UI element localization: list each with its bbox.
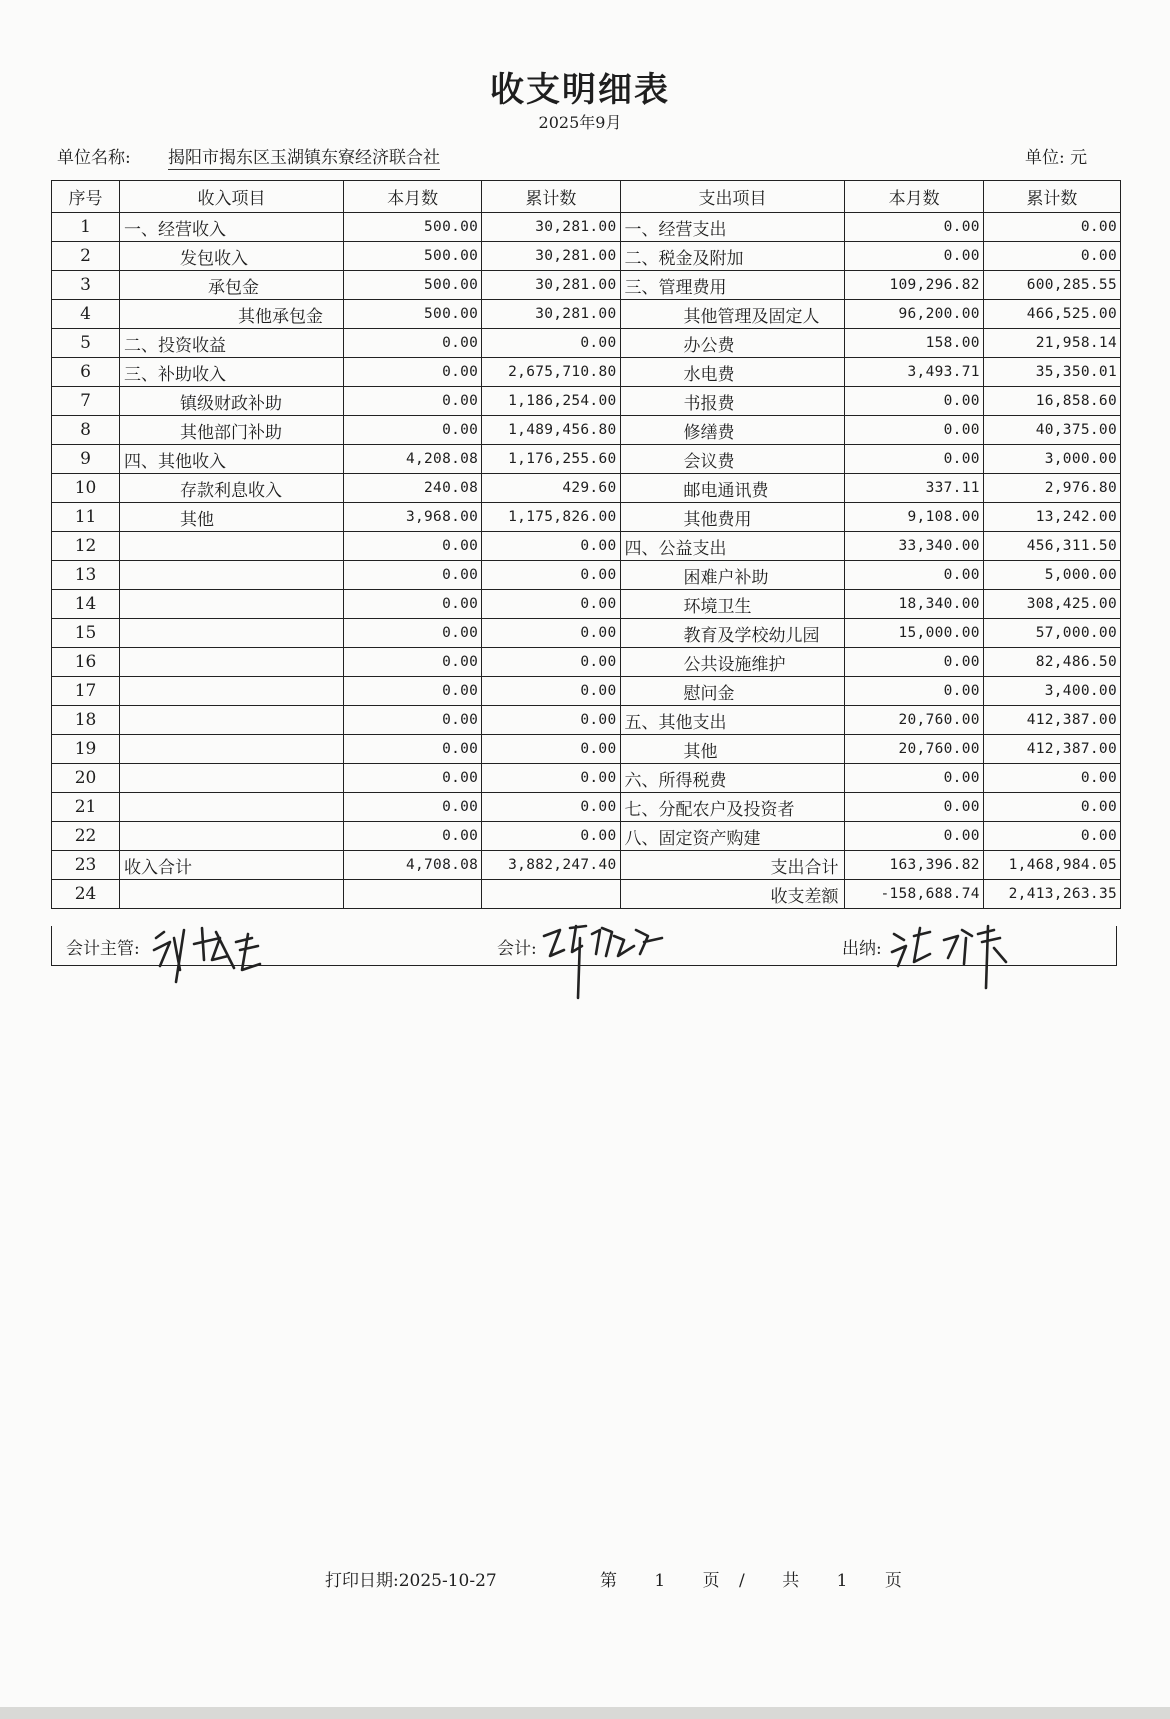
- row-number: 19: [52, 735, 120, 764]
- expense-month-value: 0.00: [845, 677, 983, 706]
- income-item: 三、补助收入: [120, 358, 344, 387]
- expense-month-value: 20,760.00: [845, 706, 983, 735]
- currency-unit: 单位: 元: [1025, 148, 1088, 168]
- expense-item: 收支差额: [620, 880, 845, 909]
- page-prefix: 第: [600, 1571, 617, 1591]
- expense-month-value: 33,340.00: [845, 532, 983, 561]
- expense-cumulative-value: 82,486.50: [983, 648, 1120, 677]
- row-number: 16: [52, 648, 120, 677]
- expense-item: 五、其他支出: [620, 706, 845, 735]
- row-number: 3: [52, 271, 120, 300]
- income-cumulative-value: [482, 880, 620, 909]
- income-month-value: 0.00: [343, 706, 481, 735]
- page-total: 1: [836, 1571, 848, 1591]
- table-row: [52, 387, 1121, 416]
- expense-cumulative-value: 35,350.01: [983, 358, 1120, 387]
- income-item: [120, 793, 344, 822]
- expense-cumulative-value: 2,413,263.35: [983, 880, 1120, 909]
- income-cumulative-value: 3,882,247.40: [482, 851, 620, 880]
- expense-item: 会议费: [620, 445, 845, 474]
- income-cumulative-value: 0.00: [482, 793, 620, 822]
- cashier-signature: [890, 918, 1030, 998]
- table-row: [52, 532, 1121, 561]
- expense-cumulative-value: 21,958.14: [983, 329, 1120, 358]
- expense-month-value: 0.00: [845, 764, 983, 793]
- income-month-value: 4,208.08: [343, 445, 481, 474]
- expense-item: 六、所得税费: [620, 764, 845, 793]
- header-expense-cumulative: 累计数: [983, 181, 1120, 213]
- table-row: [52, 271, 1121, 300]
- table-row: [52, 416, 1121, 445]
- income-cumulative-value: 429.60: [482, 474, 620, 503]
- row-number: 13: [52, 561, 120, 590]
- income-item: [120, 532, 344, 561]
- income-cumulative-value: 0.00: [482, 648, 620, 677]
- table-row: [52, 619, 1121, 648]
- table-row: [52, 561, 1121, 590]
- expense-item: 水电费: [620, 358, 845, 387]
- income-month-value: 4,708.08: [343, 851, 481, 880]
- ledger-body: [52, 213, 1121, 909]
- income-cumulative-value: 30,281.00: [482, 213, 620, 242]
- expense-month-value: 0.00: [845, 648, 983, 677]
- row-number: 6: [52, 358, 120, 387]
- income-item: 收入合计: [120, 851, 344, 880]
- expense-item: 七、分配农户及投资者: [620, 793, 845, 822]
- income-month-value: 3,968.00: [343, 503, 481, 532]
- expense-cumulative-value: 0.00: [983, 822, 1120, 851]
- expense-item: 书报费: [620, 387, 845, 416]
- header-row: [52, 181, 1121, 213]
- expense-cumulative-value: 57,000.00: [983, 619, 1120, 648]
- income-month-value: 500.00: [343, 271, 481, 300]
- expense-month-value: 0.00: [845, 561, 983, 590]
- table-row: [52, 735, 1121, 764]
- expense-cumulative-value: 40,375.00: [983, 416, 1120, 445]
- header-expense-item: 支出项目: [620, 181, 845, 213]
- expense-month-value: 20,760.00: [845, 735, 983, 764]
- income-month-value: [343, 880, 481, 909]
- income-item: [120, 822, 344, 851]
- table-row: [52, 358, 1121, 387]
- income-month-value: 0.00: [343, 619, 481, 648]
- expense-month-value: 18,340.00: [845, 590, 983, 619]
- expense-item: 困难户补助: [620, 561, 845, 590]
- expense-cumulative-value: 0.00: [983, 793, 1120, 822]
- expense-month-value: 158.00: [845, 329, 983, 358]
- expense-cumulative-value: 456,311.50: [983, 532, 1120, 561]
- table-row: [52, 503, 1121, 532]
- table-row: [52, 822, 1121, 851]
- expense-month-value: 163,396.82: [845, 851, 983, 880]
- expense-cumulative-value: 16,858.60: [983, 387, 1120, 416]
- row-number: 18: [52, 706, 120, 735]
- income-month-value: 500.00: [343, 213, 481, 242]
- expense-item: 公共设施维护: [620, 648, 845, 677]
- income-cumulative-value: 2,675,710.80: [482, 358, 620, 387]
- expense-item: 办公费: [620, 329, 845, 358]
- table-row: [52, 793, 1121, 822]
- expense-month-value: 0.00: [845, 416, 983, 445]
- header-expense-month: 本月数: [845, 181, 983, 213]
- income-item: 其他: [120, 503, 344, 532]
- table-row: [52, 677, 1121, 706]
- expense-month-value: 3,493.71: [845, 358, 983, 387]
- header-income-item: 收入项目: [120, 181, 344, 213]
- income-cumulative-value: 1,175,826.00: [482, 503, 620, 532]
- income-month-value: 0.00: [343, 648, 481, 677]
- expense-month-value: 109,296.82: [845, 271, 983, 300]
- income-item: [120, 706, 344, 735]
- income-cumulative-value: 0.00: [482, 590, 620, 619]
- expense-item: 八、固定资产购建: [620, 822, 845, 851]
- expense-month-value: 96,200.00: [845, 300, 983, 329]
- row-number: 10: [52, 474, 120, 503]
- table-row: [52, 213, 1121, 242]
- unit-name: 揭阳市揭东区玉湖镇东寮经济联合社: [168, 143, 440, 170]
- row-number: 21: [52, 793, 120, 822]
- page-total-prefix: 共: [782, 1571, 800, 1591]
- income-item: [120, 648, 344, 677]
- income-month-value: 0.00: [343, 532, 481, 561]
- income-item: [120, 764, 344, 793]
- table-row: [52, 445, 1121, 474]
- table-row: [52, 474, 1121, 503]
- expense-item: 二、税金及附加: [620, 242, 845, 271]
- income-month-value: 0.00: [343, 793, 481, 822]
- row-number: 7: [52, 387, 120, 416]
- page-indicator: [600, 1566, 920, 1591]
- income-cumulative-value: 0.00: [482, 532, 620, 561]
- income-cumulative-value: 1,186,254.00: [482, 387, 620, 416]
- income-item: [120, 880, 344, 909]
- expense-item: 教育及学校幼儿园: [620, 619, 845, 648]
- expense-item: 三、管理费用: [620, 271, 845, 300]
- expense-cumulative-value: 600,285.55: [983, 271, 1120, 300]
- income-cumulative-value: 30,281.00: [482, 242, 620, 271]
- table-row: [52, 242, 1121, 271]
- income-month-value: 0.00: [343, 590, 481, 619]
- table-row: [52, 706, 1121, 735]
- income-item: 二、投资收益: [120, 329, 344, 358]
- page-bottom-edge: [0, 1707, 1170, 1719]
- income-month-value: 0.00: [343, 358, 481, 387]
- expense-cumulative-value: 3,400.00: [983, 677, 1120, 706]
- income-month-value: 500.00: [343, 242, 481, 271]
- chief-accountant-signature: [150, 920, 310, 990]
- row-number: 24: [52, 880, 120, 909]
- expense-cumulative-value: 466,525.00: [983, 300, 1120, 329]
- income-item: 承包金: [120, 271, 344, 300]
- row-number: 23: [52, 851, 120, 880]
- expense-month-value: 0.00: [845, 242, 983, 271]
- expense-month-value: 0.00: [845, 445, 983, 474]
- income-item: 发包收入: [120, 242, 344, 271]
- income-cumulative-value: 0.00: [482, 329, 620, 358]
- ledger-table: [51, 180, 1121, 909]
- expense-month-value: 0.00: [845, 822, 983, 851]
- header-income-cumulative: 累计数: [482, 181, 620, 213]
- income-month-value: 0.00: [343, 561, 481, 590]
- expense-month-value: 9,108.00: [845, 503, 983, 532]
- income-item: 其他部门补助: [120, 416, 344, 445]
- expense-month-value: -158,688.74: [845, 880, 983, 909]
- income-item: [120, 619, 344, 648]
- income-cumulative-value: 0.00: [482, 677, 620, 706]
- row-number: 20: [52, 764, 120, 793]
- expense-month-value: 15,000.00: [845, 619, 983, 648]
- report-period: 2025年9月: [538, 113, 622, 132]
- expense-cumulative-value: 0.00: [983, 242, 1120, 271]
- income-cumulative-value: 0.00: [482, 764, 620, 793]
- expense-item: 其他管理及固定人: [620, 300, 845, 329]
- income-cumulative-value: 0.00: [482, 735, 620, 764]
- income-month-value: 240.08: [343, 474, 481, 503]
- row-number: 12: [52, 532, 120, 561]
- page-suffix: 页: [884, 1571, 902, 1591]
- accountant-signature: [540, 916, 670, 1000]
- income-cumulative-value: 0.00: [482, 561, 620, 590]
- income-item: 存款利息收入: [120, 474, 344, 503]
- expense-cumulative-value: 2,976.80: [983, 474, 1120, 503]
- income-item: 镇级财政补助: [120, 387, 344, 416]
- row-number: 22: [52, 822, 120, 851]
- income-month-value: 0.00: [343, 764, 481, 793]
- header-income-month: 本月数: [343, 181, 481, 213]
- report-title: 收支明细表: [490, 70, 670, 110]
- print-date: 打印日期:2025-10-27: [325, 1571, 497, 1591]
- table-row: [52, 648, 1121, 677]
- expense-cumulative-value: 13,242.00: [983, 503, 1120, 532]
- income-item: [120, 677, 344, 706]
- expense-item: 四、公益支出: [620, 532, 845, 561]
- expense-item: 其他: [620, 735, 845, 764]
- expense-item: 环境卫生: [620, 590, 845, 619]
- expense-item: 一、经营支出: [620, 213, 845, 242]
- table-row: [52, 300, 1121, 329]
- expense-month-value: 0.00: [845, 387, 983, 416]
- expense-cumulative-value: 412,387.00: [983, 735, 1120, 764]
- expense-item: 修缮费: [620, 416, 845, 445]
- cashier-label: 出纳:: [842, 939, 882, 959]
- row-number: 4: [52, 300, 120, 329]
- row-number: 14: [52, 590, 120, 619]
- expense-cumulative-value: 308,425.00: [983, 590, 1120, 619]
- row-number: 1: [52, 213, 120, 242]
- table-row: [52, 764, 1121, 793]
- row-number: 9: [52, 445, 120, 474]
- expense-cumulative-value: 3,000.00: [983, 445, 1120, 474]
- income-month-value: 500.00: [343, 300, 481, 329]
- unit-name-label: 单位名称:: [57, 148, 131, 168]
- row-number: 2: [52, 242, 120, 271]
- expense-month-value: 337.11: [845, 474, 983, 503]
- table-row: [52, 880, 1121, 909]
- expense-month-value: 0.00: [845, 793, 983, 822]
- table-row: [52, 590, 1121, 619]
- income-cumulative-value: 30,281.00: [482, 271, 620, 300]
- expense-cumulative-value: 5,000.00: [983, 561, 1120, 590]
- page-current: 1: [654, 1571, 666, 1591]
- row-number: 17: [52, 677, 120, 706]
- row-number: 5: [52, 329, 120, 358]
- income-item: [120, 590, 344, 619]
- chief-accountant-label: 会计主管:: [66, 939, 140, 959]
- income-cumulative-value: 0.00: [482, 706, 620, 735]
- page-mid: 页 /: [702, 1571, 745, 1591]
- income-month-value: 0.00: [343, 387, 481, 416]
- income-cumulative-value: 1,176,255.60: [482, 445, 620, 474]
- income-month-value: 0.00: [343, 735, 481, 764]
- expense-cumulative-value: 412,387.00: [983, 706, 1120, 735]
- income-cumulative-value: 0.00: [482, 619, 620, 648]
- income-item: 一、经营收入: [120, 213, 344, 242]
- expense-cumulative-value: 0.00: [983, 213, 1120, 242]
- row-number: 15: [52, 619, 120, 648]
- income-cumulative-value: 0.00: [482, 822, 620, 851]
- income-month-value: 0.00: [343, 329, 481, 358]
- income-item: [120, 735, 344, 764]
- signature-row: [51, 926, 1117, 966]
- row-number: 11: [52, 503, 120, 532]
- income-item: 四、其他收入: [120, 445, 344, 474]
- expense-item: 慰问金: [620, 677, 845, 706]
- accountant-label: 会计:: [497, 939, 537, 959]
- income-cumulative-value: 1,489,456.80: [482, 416, 620, 445]
- table-row: [52, 329, 1121, 358]
- header-no: 序号: [52, 181, 120, 213]
- table-row: [52, 851, 1121, 880]
- expense-month-value: 0.00: [845, 213, 983, 242]
- expense-item: 邮电通讯费: [620, 474, 845, 503]
- income-month-value: 0.00: [343, 822, 481, 851]
- row-number: 8: [52, 416, 120, 445]
- expense-cumulative-value: 0.00: [983, 764, 1120, 793]
- expense-cumulative-value: 1,468,984.05: [983, 851, 1120, 880]
- income-item: [120, 561, 344, 590]
- expense-item: 支出合计: [620, 851, 845, 880]
- income-cumulative-value: 30,281.00: [482, 300, 620, 329]
- expense-item: 其他费用: [620, 503, 845, 532]
- income-item: 其他承包金: [120, 300, 344, 329]
- income-month-value: 0.00: [343, 416, 481, 445]
- income-month-value: 0.00: [343, 677, 481, 706]
